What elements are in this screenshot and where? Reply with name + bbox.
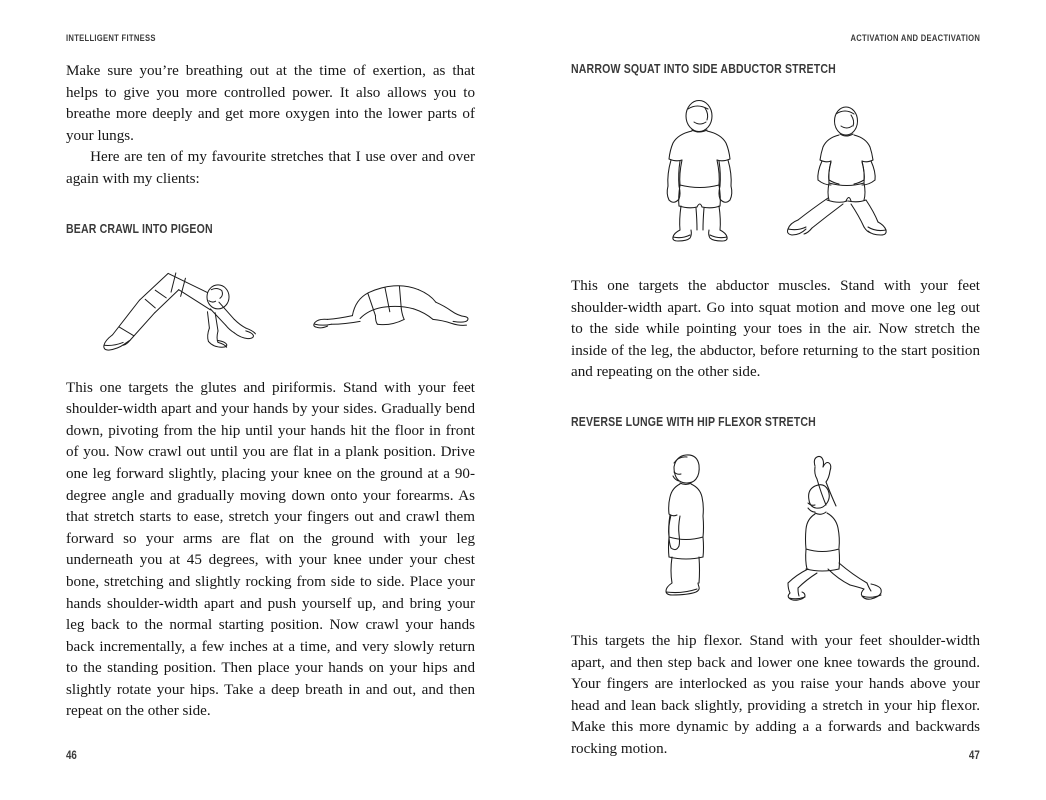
heading-narrow-squat-into-side-abductor-stretch: NARROW SQUAT INTO SIDE ABDUCTOR STRETCH xyxy=(571,61,836,76)
spacer xyxy=(66,236,475,251)
figure-reverse-lunge xyxy=(571,451,980,601)
left-page-content xyxy=(66,61,475,723)
reverse-lunge-arms-raised-illustration xyxy=(784,451,912,601)
figure-bear-crawl-pigeon xyxy=(66,251,475,356)
running-head-right: ACTIVATION AND DEACTIVATION xyxy=(850,33,980,43)
page-number-right: 47 xyxy=(969,750,980,762)
standing-rear-view-illustration xyxy=(647,98,753,246)
page-number-left: 46 xyxy=(66,750,77,762)
side-abductor-stretch-illustration xyxy=(779,98,905,246)
paragraph-hip-flexor-instructions: This targets the hip flexor. Stand with your feet shoulder-width apart, and then step back and lower one knee towards the ground. Your fingers are interlocked as you raise your hands above your head and lean back slightly, providing a stretch in your hip flexor. Make this more dynamic by adding a a forwards and backwards rocking motion. xyxy=(571,632,980,757)
running-head-left: INTELLIGENT FITNESS xyxy=(66,33,156,43)
pigeon-pose-illustration xyxy=(293,256,475,356)
paragraph-abductor-instructions: This one targets the abductor muscles. Stand with your feet shoulder-width apart. Go into squat motion and move one leg out to the side while pointing your toes in the air. Now stretch the inside of the leg, the abductor, before returning to the start position and repeating on the other side. xyxy=(571,278,980,381)
paragraph-favourite-stretches: Here are ten of my favourite stretches that I use over and over again with my clients: xyxy=(66,149,475,187)
spacer xyxy=(66,356,475,378)
paragraph-bear-crawl-instructions: This one targets the glutes and piriformis. Stand with your feet shoulder-width apart and your hands by your sides. Gradually bend down, pivoting from the hip until your hands hit the floor in front of you. Now crawl out until you are flat in a plank position. Drive one leg forward slightly, placing your knee on the ground at a 90-degree angle and gradually moving down onto your forearms. As that stretch starts to ease, stretch your fingers out and crawl them forward so your arms are flat on the ground with your leg underneath you at 45 degrees, with your knee under your chest bone, stretching and slightly rocking from side to side. Place your hands shoulder-width apart and push yourself up, and bring your leg back to the normal starting position. Now crawl your hands back incrementally, a few inches at a time, and very slowly return to the standing position. Then place your hands on your hips and slightly rotate your hips. Take a deep breath in and out, and then repeat on the other side. xyxy=(66,379,475,720)
spacer xyxy=(571,429,980,451)
bear-crawl-pose-illustration xyxy=(80,256,267,356)
spacer xyxy=(571,601,980,631)
figure-narrow-squat xyxy=(571,98,980,246)
heading-reverse-lunge-with-hip-flexor-stretch: REVERSE LUNGE WITH HIP FLEXOR STRETCH xyxy=(571,413,816,429)
standing-side-profile-illustration xyxy=(640,451,732,601)
spacer xyxy=(571,76,980,98)
spacer xyxy=(571,384,980,414)
paragraph-breathing: Make sure you’re breathing out at the time of exertion, as that helps to give you more controlled power. It also allows you to breathe more deeply and get more oxygen into the lower parts of your lungs. xyxy=(66,63,475,144)
heading-bear-crawl-into-pigeon: BEAR CRAWL INTO PIGEON xyxy=(66,220,213,236)
spacer xyxy=(66,191,475,221)
right-page-content xyxy=(571,61,980,761)
spacer xyxy=(571,246,980,276)
right-page xyxy=(523,0,1046,800)
